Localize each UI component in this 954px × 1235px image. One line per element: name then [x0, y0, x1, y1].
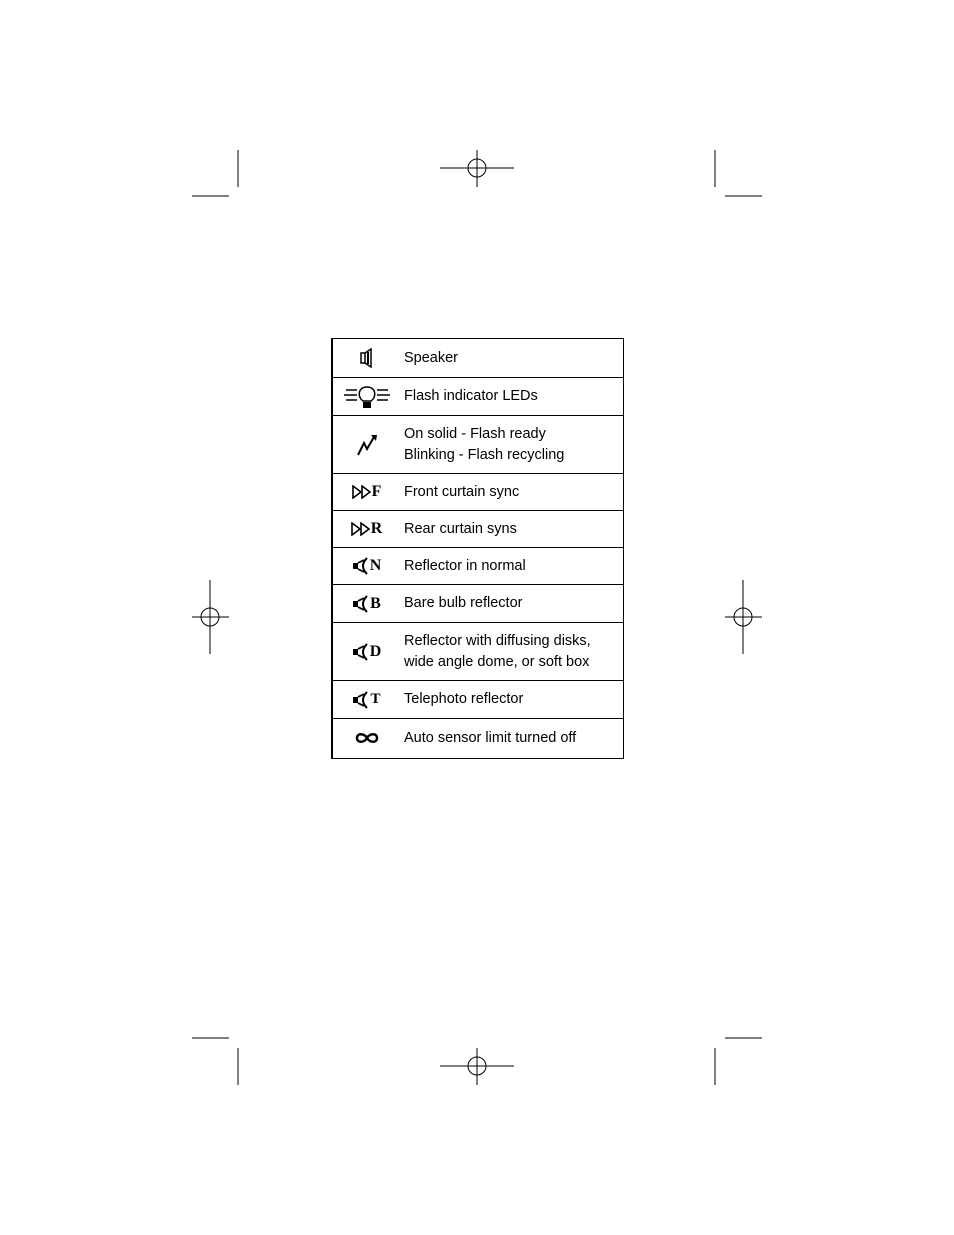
legend-text: Telephoto reflector: [404, 691, 524, 707]
legend-row-reflector-diffusing: [333, 623, 623, 681]
legend-row-auto-sensor-off: [333, 719, 623, 757]
legend-text: Flash indicator LEDs: [404, 388, 538, 404]
legend-row-flash-ready: [333, 416, 623, 474]
reflector-normal-icon: [333, 556, 400, 576]
flash-ready-bolt-icon: [333, 433, 400, 457]
speaker-icon: [333, 347, 400, 369]
reflector-bare-bulb-icon: [333, 594, 400, 614]
legend-text: Rear curtain syns: [404, 520, 517, 537]
icon-letter: B: [370, 594, 381, 612]
legend-text: Speaker: [404, 349, 459, 366]
legend-text: Bare bulb reflector: [404, 595, 523, 611]
front-curtain-icon: [333, 483, 400, 501]
legend-row-rear-curtain: [333, 511, 623, 548]
legend-row-reflector-normal: [333, 548, 623, 585]
icon-letter: N: [369, 557, 382, 574]
legend-text: On solid - Flash ready Blinking - Flash recycling: [404, 425, 565, 463]
legend-row-speaker: [333, 339, 623, 378]
icon-letter: D: [369, 642, 382, 660]
legend-text: Reflector with diffusing disks, wide angle dome, or soft box: [404, 632, 591, 670]
reflector-telephoto-icon: [333, 690, 400, 710]
legend-row-reflector-telephoto: [333, 681, 623, 719]
legend-row-flash-leds: [333, 378, 623, 416]
icon-letter: F: [371, 483, 382, 500]
legend-row-front-curtain: [333, 474, 623, 511]
rear-curtain-icon: [333, 520, 400, 538]
legend-text: Front curtain sync: [404, 483, 520, 500]
infinity-icon: [333, 731, 400, 745]
icon-letter: R: [370, 520, 383, 537]
reflector-diffusing-icon: [333, 642, 400, 662]
flash-led-bulb-icon: [333, 384, 400, 410]
symbol-legend-table: [331, 338, 624, 759]
legend-text: Reflector in normal: [404, 557, 526, 574]
legend-row-bare-bulb: [333, 585, 623, 623]
legend-text: Auto sensor limit turned off: [404, 729, 577, 746]
icon-letter: T: [370, 691, 381, 707]
